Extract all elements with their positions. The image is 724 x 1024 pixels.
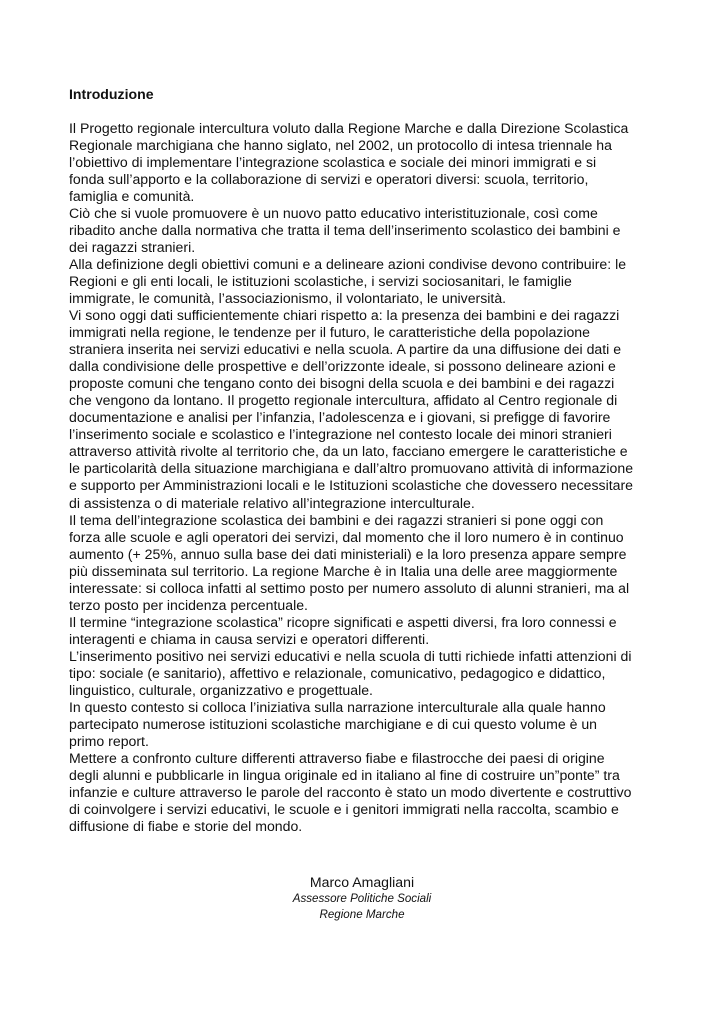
body-line: Alla definizione degli obiettivi comuni e a delineare azioni condivise devono contribuire: le <box>69 255 627 272</box>
body-line: fonda sull’apporto e la collaborazione di servizi e operatori diversi: scuola, territorio, <box>69 170 589 187</box>
body-line: che vengono da lontano. Il progetto regionale intercultura, affidato al Centro regionale di <box>69 392 618 409</box>
document-body <box>69 120 689 836</box>
body-line: immigrate, le comunità, l’associazionismo, il volontariato, le università. <box>69 289 507 306</box>
body-line: forza alle scuole e agli operatori dei servizi, dal momento che il loro numero è in continuo <box>69 528 624 545</box>
body-line: terzo posto per incidenza percentuale. <box>69 596 308 613</box>
body-line: immigrati nella regione, le tendenze per il futuro, le caratteristiche della popolazione <box>69 324 590 341</box>
body-line: linguistico, culturale, organizzativo e progettuale. <box>69 682 373 699</box>
document-title: Introduzione <box>69 86 154 102</box>
body-line: dei ragazzi stranieri. <box>69 238 196 255</box>
body-line: Il termine “integrazione scolastica” ricopre significati e aspetti diversi, fra loro connessi e <box>69 613 617 630</box>
body-line: e supporto per Amministrazioni locali e le Istituzioni scolastiche che dovessero necessitare <box>69 477 634 494</box>
body-line: aumento (+ 25%, annuo sulla base dei dati ministeriali) e la loro presenza appare sempre <box>69 545 627 562</box>
body-line: famiglia e comunità. <box>69 187 195 204</box>
body-line: attraverso attività rivolte al territorio che, da un lato, facciano emergere le caratteristiche e <box>69 443 628 460</box>
body-line: degli alunni e pubblicarle in lingua originale ed in italiano al fine di costruire un”ponte” tra <box>69 767 620 784</box>
body-line: l’inserimento sociale e scolastico e l’integrazione nel contesto locale dei minori stranieri <box>69 426 612 443</box>
body-line: Il tema dell’integrazione scolastica dei bambini e dei ragazzi stranieri si pone oggi con <box>69 511 604 528</box>
body-line: primo report. <box>69 733 149 750</box>
body-line: Regionale marchigiana che hanno siglato, nel 2002, un protocollo di intesa triennale ha <box>69 136 612 153</box>
body-line: straniera inserita nei servizi educativi e nella scuola. A partire da una diffusione dei dati e <box>69 341 622 358</box>
body-line: interessate: si colloca infatti al settimo posto per numero assoluto di alunni stranieri, ma al <box>69 579 630 596</box>
body-line: Il Progetto regionale intercultura voluto dalla Regione Marche e dalla Direzione Scolastica <box>69 119 629 136</box>
body-line: L’inserimento positivo nei servizi educativi e nella scuola di tutti richiede infatti attenzioni di <box>69 647 632 664</box>
body-line: le particolarità della situazione marchigiana e dall’altro promuovano attività di informazione <box>69 460 634 477</box>
body-line: l’obiettivo di implementare l’integrazione scolastica e sociale dei minori immigrati e si <box>69 153 597 170</box>
body-line: di coinvolgere i servizi educativi, le scuole e i genitori immigrati nella raccolta, scambio e <box>69 801 619 818</box>
body-line: partecipato numerose istituzioni scolastiche marchigiane e di cui questo volume è un <box>69 716 598 733</box>
body-line: infanzie e culture attraverso le parole del racconto è stato un modo divertente e costruttivo <box>69 784 632 801</box>
body-line: più disseminata sul territorio. La regione Marche è in Italia una delle aree maggiormente <box>69 562 618 579</box>
body-line: diffusione di fiabe e storie del mondo. <box>69 818 303 835</box>
signature-name: Marco Amagliani <box>309 874 415 890</box>
signature-role: Assessore Politiche Sociali <box>292 892 432 905</box>
signature-block <box>202 873 522 923</box>
body-line: proposte comuni che tengano conto dei bisogni della scuola e dei bambini e dei ragazzi <box>69 375 615 392</box>
body-line: documentazione e analisi per l’infanzia, l’adolescenza e i giovani, si prefigge di favorire <box>69 409 611 426</box>
body-line: Mettere a confronto culture differenti attraverso fiabe e filastrocche dei paesi di origine <box>69 750 605 767</box>
body-line: Vi sono oggi dati sufficientemente chiari rispetto a: la presenza dei bambini e dei ragazzi <box>69 307 620 324</box>
body-line: tipo: sociale (e sanitario), affettivo e relazionale, comunicativo, pedagogico e didattico, <box>69 665 606 681</box>
body-line: di assistenza o di materiale relativo all’integrazione interculturale. <box>69 494 475 511</box>
body-line: Ciò che si vuole promuovere è un nuovo patto educativo interistituzionale, così come <box>69 204 598 221</box>
signature-organization: Regione Marche <box>319 908 405 921</box>
body-line: ribadito anche dalla normativa che tratta il tema dell’inserimento scolastico dei bambini e <box>69 221 621 238</box>
body-line: Regioni e gli enti locali, le istituzioni scolastiche, i servizi sociosanitari, le famiglie <box>69 272 572 289</box>
body-line: interagenti e chiama in causa servizi e operatori differenti. <box>69 630 430 647</box>
body-line: dalla condivisione delle prospettive e dell’orizzonte ideale, si possono delineare azioni e <box>69 358 616 375</box>
body-line: In questo contesto si colloca l’iniziativa sulla narrazione interculturale alla quale hanno <box>69 699 606 716</box>
